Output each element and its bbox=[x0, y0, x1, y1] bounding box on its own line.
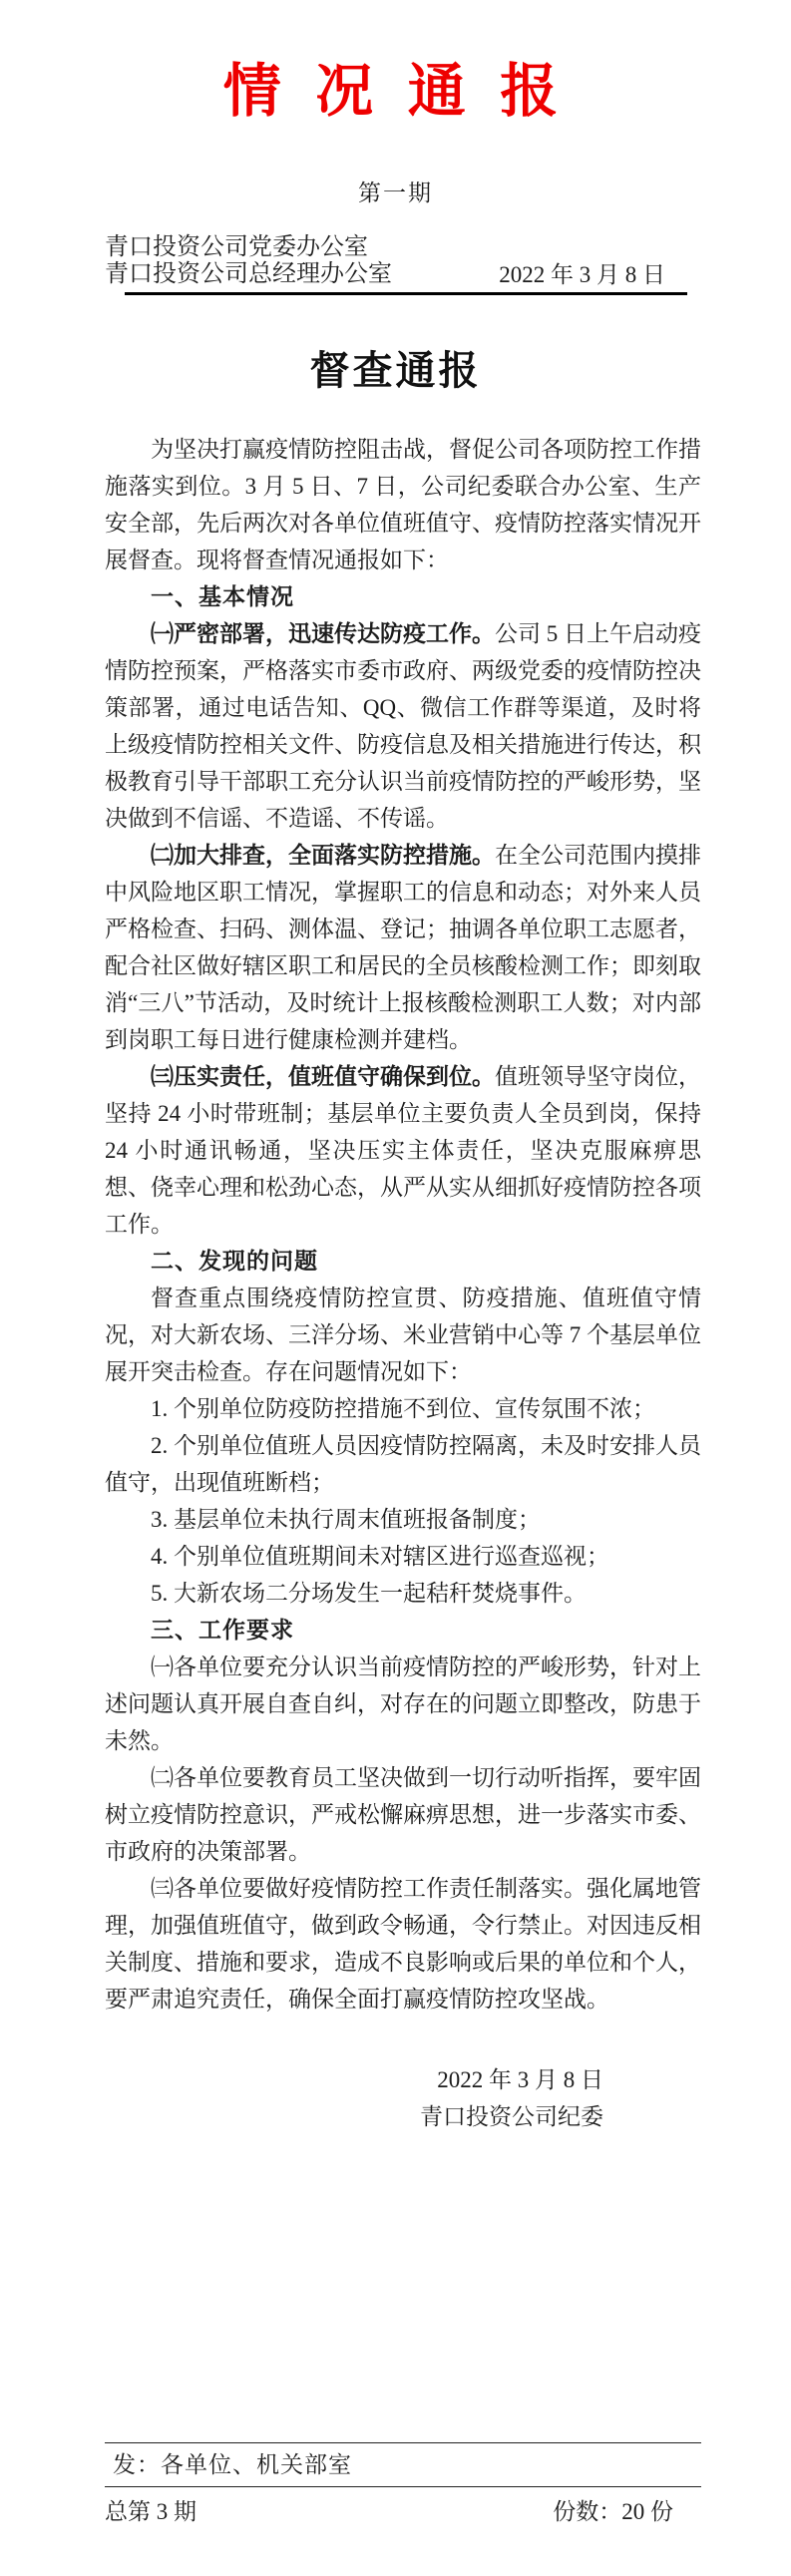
paragraph-deployment-lead: ㈠严密部署，迅速传达防疫工作。 bbox=[151, 621, 495, 647]
distribution-line: 发：各单位、机关部室 bbox=[113, 2452, 352, 2477]
closing-block bbox=[105, 2061, 701, 2135]
issue-total: 总第 3 期 bbox=[105, 2499, 197, 2524]
masthead-title: 情 况 通 报 bbox=[222, 59, 569, 124]
org-name-gm-office: 青口投资公司总经理办公室 bbox=[105, 261, 392, 288]
header-org-block bbox=[105, 234, 701, 288]
footer-divider-bottom bbox=[105, 2486, 701, 2487]
footer-block bbox=[105, 2442, 701, 2527]
paragraph-screening-lead: ㈡加大排查，全面落实防控措施。 bbox=[151, 843, 495, 869]
paragraph-deployment-rest: 公司 5 日上午启动疫情防控预案，严格落实市委市政府、两级党委的疫情防控决策部署，通过电话告知、QQ、微信工作群等渠道，及时将上级疫情防控相关文件、防疫信息及相关措施进行传达，积极教育引导干部职工充分认识当前疫情防控的严峻形势，坚决做到不信谣、不造谣、不传谣。 bbox=[105, 621, 701, 832]
copies-count: 份数：20 份 bbox=[553, 2499, 673, 2524]
org-name-party-office: 青口投资公司党委办公室 bbox=[105, 234, 368, 261]
paragraph-screening bbox=[105, 837, 701, 1058]
issue-number: 第一期 bbox=[358, 181, 433, 206]
header-date: 2022 年 3 月 8 日 bbox=[499, 262, 665, 288]
list-item-3: 3. 基层单位未执行周末值班报备制度； bbox=[151, 1507, 541, 1533]
section-heading-basic-situation: 一、基本情况 bbox=[151, 583, 294, 610]
paragraph-deployment bbox=[105, 615, 701, 837]
list-item-5: 5. 大新农场二分场发生一起秸秆焚烧事件。 bbox=[151, 1581, 587, 1607]
header-divider bbox=[125, 292, 687, 295]
paragraph-duty-lead: ㈢压实责任，值班值守确保到位。 bbox=[151, 1064, 495, 1090]
org-line-party-office bbox=[105, 234, 701, 261]
paragraph-duty-rest: 值班领导坚守岗位，坚持 24 小时带班制；基层单位主要负责人全员到岗，保持 24 小时通讯畅通，坚决压实主体责任，坚决克服麻痹思想、侥幸心理和松劲心态，从严从实从细抓好疫情防控各项工作。 bbox=[105, 1064, 701, 1238]
intro-paragraph: 为坚决打赢疫情防控阻击战，督促公司各项防控工作措施落实到位。3 月 5 日、7 日，公司纪委联合办公室、生产安全部，先后两次对各单位值班值守、疫情防控落实情况开展督查。现将督查情况通报如下： bbox=[105, 437, 701, 573]
document-title: 督查通报 bbox=[309, 349, 482, 394]
paragraph-requirement-2: ㈡各单位要教育员工坚决做到一切行动听指挥，要牢固树立疫情防控意识，严戒松懈麻痹思想，进一步落实市委、市政府的决策部署。 bbox=[105, 1765, 701, 1865]
list-item-2: 2. 个别单位值班人员因疫情防控隔离，未及时安排人员值守，出现值班断档； bbox=[105, 1433, 701, 1496]
paragraph-duty bbox=[105, 1058, 701, 1243]
closing-signature: 青口投资公司纪委 bbox=[420, 2104, 603, 2130]
list-item-1: 1. 个别单位防疫防控措施不到位、宣传氛围不浓； bbox=[151, 1396, 655, 1422]
footer-meta-row bbox=[105, 2497, 701, 2527]
section-heading-problems-found: 二、发现的问题 bbox=[151, 1248, 318, 1275]
paragraph-screening-rest: 在全公司范围内摸排中风险地区职工情况，掌握职工的信息和动态；对外来人员严格检查、扫码、测体温、登记；抽调各单位职工志愿者，配合社区做好辖区职工和居民的全员核酸检测工作；即刻取消“三八”节活动，及时统计上报核酸检测职工人数；对内部到岗职工每日进行健康检测并建档。 bbox=[105, 843, 701, 1053]
document-body bbox=[105, 431, 701, 2018]
org-line-gm-office bbox=[105, 261, 701, 288]
section-heading-work-requirements: 三、工作要求 bbox=[151, 1617, 294, 1644]
list-item-4: 4. 个别单位值班期间未对辖区进行巡查巡视； bbox=[151, 1544, 609, 1570]
closing-date: 2022 年 3 月 8 日 bbox=[437, 2067, 603, 2093]
paragraph-requirement-3: ㈢各单位要做好疫情防控工作责任制落实。强化属地管理，加强值班值守，做到政令畅通，令行禁止。对因违反相关制度、措施和要求，造成不良影响或后果的单位和个人，要严肃追究责任，确保全面打赢疫情防控攻坚战。 bbox=[105, 1876, 701, 2013]
paragraph-inspection-intro: 督查重点围绕疫情防控宣贯、防疫措施、值班值守情况，对大新农场、三洋分场、米业营销中心等 7 个基层单位展开突击检查。存在问题情况如下： bbox=[105, 1286, 701, 1385]
paragraph-requirement-1: ㈠各单位要充分认识当前疫情防控的严峻形势，针对上述问题认真开展自查自纠，对存在的问题立即整改，防患于未然。 bbox=[105, 1655, 701, 1754]
